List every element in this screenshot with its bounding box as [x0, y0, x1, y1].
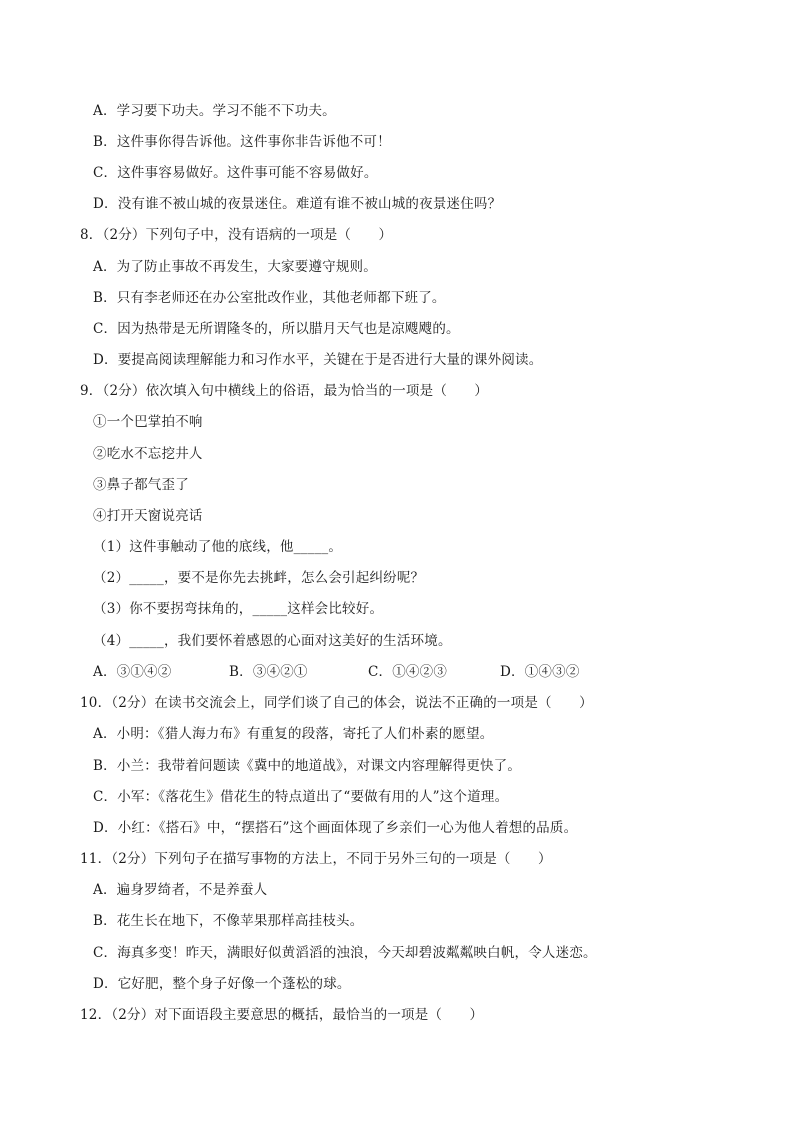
q7-option-b: B．这件事你得告诉他。这件事你非告诉他不可！	[93, 134, 391, 150]
q9-saying-4: ④打开天窗说亮话	[93, 508, 203, 524]
q9-sentence-2: （2）_____，要不是你先去挑衅，怎么会引起纠纷呢？	[93, 570, 425, 586]
q11-option-c: C．海真多变！昨天，满眼好似黄滔滔的浊浪，今天却碧波粼粼映白帆，令人迷恋。	[93, 945, 597, 961]
q8-option-d: D．要提高阅读理解能力和习作水平，关键在于是否进行大量的课外阅读。	[93, 352, 543, 368]
q11-stem: 11．（2分）下列句子在描写事物的方法上，不同于另外三句的一项是（ ）	[80, 851, 552, 867]
q9-option-b: B．③④②①	[229, 664, 308, 680]
q9-saying-1: ①一个巴掌拍不响	[93, 414, 203, 430]
q11-option-a: A．遍身罗绮者，不是养蚕人	[93, 882, 268, 898]
q10-option-c: C．小军：《落花生》借花生的特点道出了“要做有用的人”这个道理。	[93, 789, 509, 805]
q9-option-d: D．①④③②	[500, 664, 580, 680]
q8-option-c: C．因为热带是无所谓隆冬的，所以腊月天气也是凉飕飕的。	[93, 321, 460, 337]
q10-option-a: A．小明：《猎人海力布》有重复的段落，寄托了人们朴素的愿望。	[93, 726, 494, 742]
q12-stem: 12．（2分）对下面语段主要意思的概括，最恰当的一项是（ ）	[80, 1007, 484, 1023]
q10-stem: 10．（2分）在读书交流会上，同学们谈了自己的体会，说法不正确的一项是（ ）	[80, 695, 593, 711]
q7-option-d: D．没有谁不被山城的夜景迷住。难道有谁不被山城的夜景迷住吗？	[93, 196, 502, 212]
q9-sentence-3: （3）你不要拐弯抹角的，_____这样会比较好。	[93, 601, 384, 617]
q7-option-c: C．这件事容易做好。这件事可能不容易做好。	[93, 165, 378, 181]
q11-option-d: D．它好肥，整个身子好像一个蓬松的球。	[93, 976, 351, 992]
q9-option-a: A．③①④②	[93, 664, 172, 680]
q9-option-c: C．①④②③	[368, 664, 448, 680]
q8-stem: 8．（2分）下列句子中，没有语病的一项是（ ）	[80, 227, 393, 243]
q9-sentence-1: （1）这件事触动了他的底线，他_____。	[93, 539, 343, 555]
q9-saying-3: ③鼻子都气歪了	[93, 477, 189, 493]
q8-option-b: B．只有李老师还在办公室批改作业，其他老师都下班了。	[93, 290, 446, 306]
q10-option-b: B．小兰：我带着问题读《冀中的地道战》，对课文内容理解得更快了。	[93, 758, 522, 774]
q9-saying-2: ②吃水不忘挖井人	[93, 446, 203, 462]
q9-stem: 9．（2分）依次填入句中横线上的俗语，最为恰当的一项是（ ）	[80, 383, 489, 399]
q7-option-a: A．学习要下功夫。学习不能不下功夫。	[93, 103, 336, 119]
q11-option-b: B．花生长在地下，不像苹果那样高挂枝头。	[93, 913, 364, 929]
q10-option-d: D．小红：《搭石》中，“摆搭石”这个画面体现了乡亲们一心为他人着想的品质。	[93, 820, 578, 836]
q9-sentence-4: （4）_____，我们要怀着感恩的心面对这美好的生活环境。	[93, 633, 452, 649]
q8-option-a: A．为了防止事故不再发生，大家要遵守规则。	[93, 259, 377, 275]
